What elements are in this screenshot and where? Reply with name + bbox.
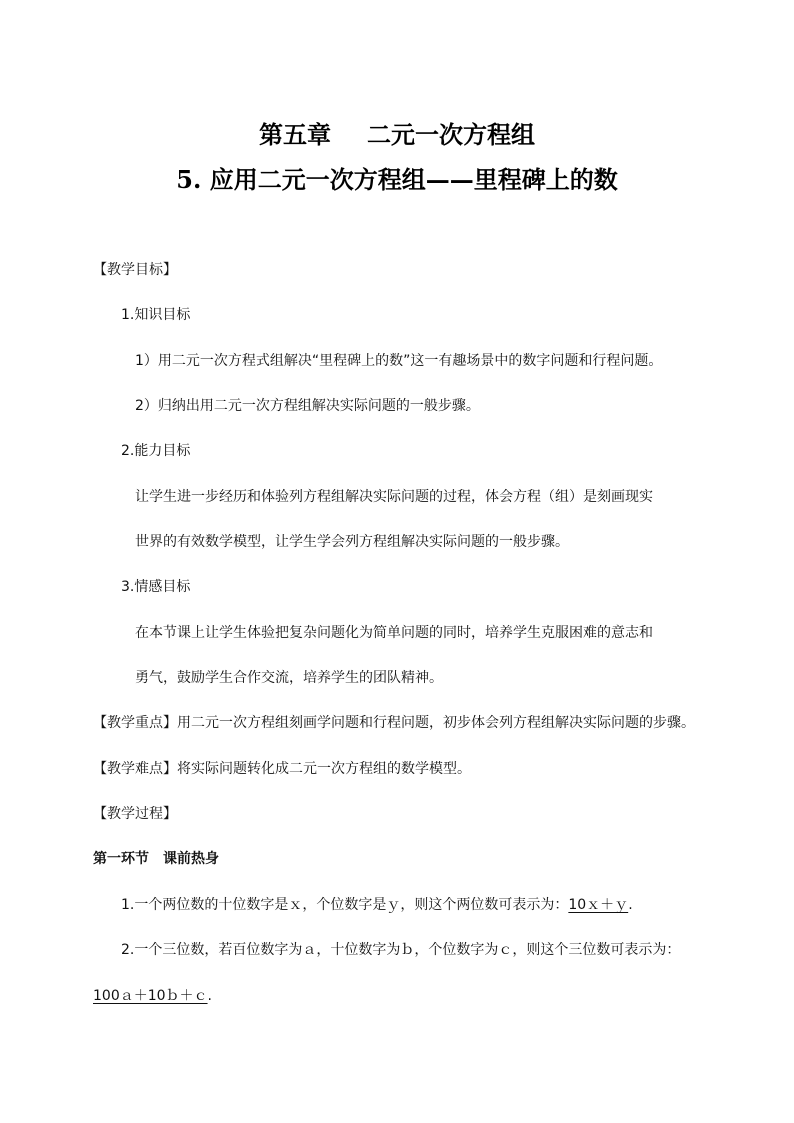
key-points-text: 用二元一次方程组刻画学问题和行程问题，初步体会列方程组解决实际问题的步骤。 bbox=[177, 715, 695, 731]
key-points-label: 【教学重点】 bbox=[93, 715, 177, 731]
ability-goal-label: 2.能力目标 bbox=[121, 443, 191, 459]
chapter-name: 二元一次方程组 bbox=[367, 120, 535, 149]
knowledge-goal-label: 1.知识目标 bbox=[121, 307, 191, 323]
emotion-goal-line-2: 勇气，鼓励学生合作交流，培养学生的团队精神。 bbox=[135, 670, 443, 686]
question-1-answer: 10ｘ＋ｙ bbox=[568, 897, 629, 913]
section-1-heading: 第一环节 课前热身 bbox=[93, 851, 219, 867]
ability-goal-line-2: 世界的有效数学模型，让学生学会列方程组解决实际问题的一般步骤。 bbox=[135, 534, 569, 550]
question-2-end: . bbox=[207, 988, 212, 1004]
question-2: 2.一个三位数，若百位数字为ａ，十位数字为ｂ，个位数字为ｃ，则这个三位数可表示为： bbox=[121, 942, 681, 958]
key-points bbox=[93, 713, 695, 733]
ability-goal-line-1: 让学生进一步经历和体验列方程组解决实际问题的过程，体会方程（组）是刻画现实 bbox=[135, 489, 653, 505]
question-2-answer: 100ａ＋10ｂ＋ｃ bbox=[93, 988, 208, 1004]
difficulty bbox=[93, 759, 471, 779]
chapter-title bbox=[0, 115, 794, 150]
emotion-goal-line-1: 在本节课上让学生体验把复杂问题化为简单问题的同时，培养学生克服困难的意志和 bbox=[135, 625, 653, 641]
difficulty-text: 将实际问题转化成二元一次方程组的数学模型。 bbox=[177, 761, 471, 777]
question-1 bbox=[121, 895, 633, 915]
goals-header: 【教学目标】 bbox=[93, 262, 177, 278]
question-2-answer-line bbox=[93, 986, 212, 1006]
lesson-title: 5. 应用二元一次方程组——里程碑上的数 bbox=[176, 165, 618, 194]
knowledge-goal-item-2: 2）归纳出用二元一次方程组解决实际问题的一般步骤。 bbox=[135, 398, 480, 414]
question-1-end: . bbox=[628, 897, 633, 913]
emotion-goal-label: 3.情感目标 bbox=[121, 579, 191, 595]
knowledge-goal-item-1: 1）用二元一次方程式组解决“里程碑上的数”这一有趣场景中的数字问题和行程问题。 bbox=[135, 353, 663, 369]
chapter-number: 第五章 bbox=[259, 120, 331, 149]
question-1-text: 1.一个两位数的十位数字是ｘ，个位数字是ｙ，则这个两位数可表示为： bbox=[121, 897, 569, 913]
process-header: 【教学过程】 bbox=[93, 806, 177, 822]
difficulty-label: 【教学难点】 bbox=[93, 761, 177, 777]
